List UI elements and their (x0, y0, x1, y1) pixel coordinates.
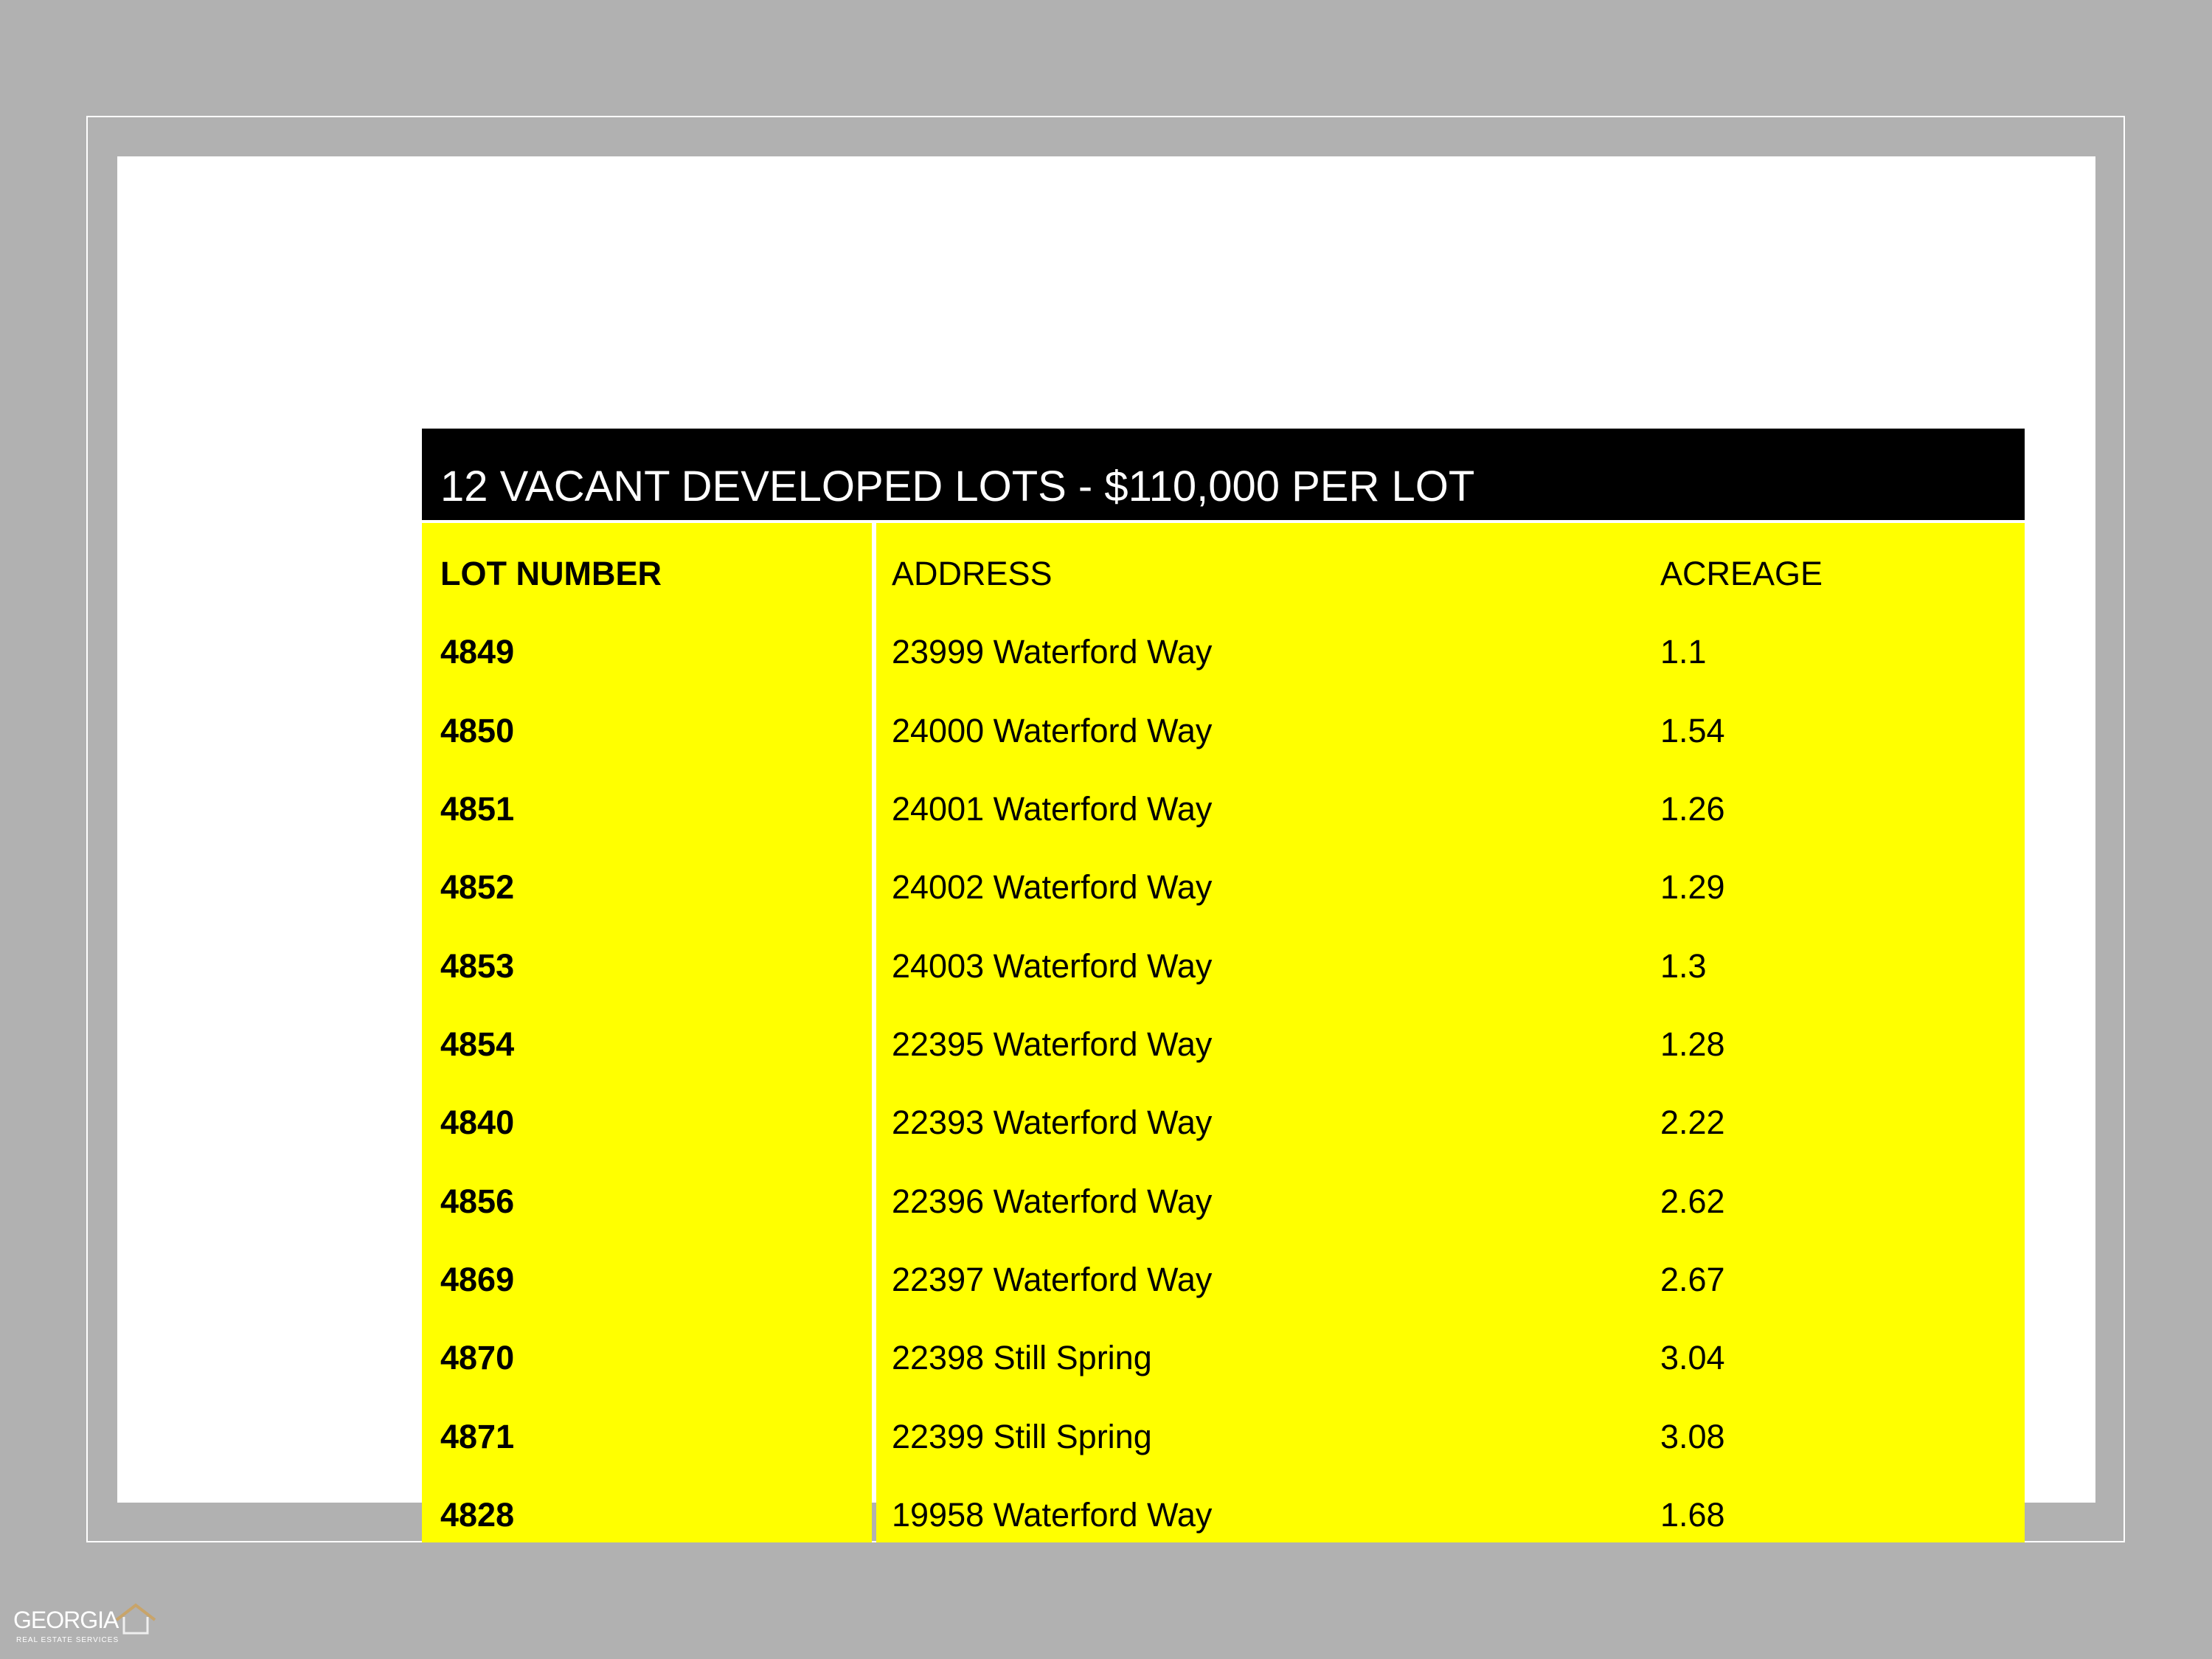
table-row-acreage: 2.62 (1660, 1182, 1725, 1220)
table-row-address: 24003 Waterford Way (892, 947, 1213, 985)
table-row-lot: 4828 (440, 1496, 515, 1534)
georgia-mls-logo (13, 1601, 161, 1652)
header-lot-number: LOT NUMBER (440, 555, 662, 592)
table-row-lot: 4852 (440, 868, 515, 906)
table-row-acreage: 1.28 (1660, 1025, 1725, 1063)
table-row-lot: 4851 (440, 790, 515, 828)
logo-wordmark: GEORGIA (13, 1607, 119, 1633)
house-icon (114, 1601, 165, 1636)
lots-table (422, 429, 2025, 1542)
table-title: 12 VACANT DEVELOPED LOTS - $110,000 PER LOT (422, 429, 2025, 520)
logo-tagline: REAL ESTATE SERVICES (16, 1636, 119, 1644)
table-row-acreage: 1.26 (1660, 790, 1725, 828)
table-row-acreage: 1.68 (1660, 1496, 1725, 1534)
address-acreage-column (876, 523, 2025, 1542)
table-row-address: 22397 Waterford Way (892, 1261, 1213, 1298)
table-row-acreage: 1.1 (1660, 633, 1707, 671)
table-row-address: 22399 Still Spring (892, 1418, 1152, 1455)
table-row-acreage: 2.22 (1660, 1104, 1725, 1141)
table-row-lot: 4853 (440, 947, 515, 985)
table-row-acreage: 1.3 (1660, 947, 1707, 985)
table-row-address: 22395 Waterford Way (892, 1025, 1213, 1063)
table-row-address: 24001 Waterford Way (892, 790, 1213, 828)
table-row-address: 19958 Waterford Way (892, 1496, 1213, 1534)
table-row-lot: 4870 (440, 1339, 515, 1376)
table-row-acreage: 3.08 (1660, 1418, 1725, 1455)
table-row-lot: 4850 (440, 712, 515, 749)
table-row-acreage: 3.04 (1660, 1339, 1725, 1376)
table-row-address: 24000 Waterford Way (892, 712, 1213, 749)
lot-number-column (422, 523, 872, 1542)
table-row-lot: 4871 (440, 1418, 515, 1455)
table-row-address: 22398 Still Spring (892, 1339, 1152, 1376)
table-row-address: 23999 Waterford Way (892, 633, 1213, 671)
table-row-address: 22393 Waterford Way (892, 1104, 1213, 1141)
header-address: ADDRESS (892, 555, 1053, 592)
table-row-acreage: 1.54 (1660, 712, 1725, 749)
table-row-lot: 4849 (440, 633, 515, 671)
table-row-lot: 4856 (440, 1182, 515, 1220)
table-row-lot: 4840 (440, 1104, 515, 1141)
table-row-lot: 4869 (440, 1261, 515, 1298)
header-acreage: ACREAGE (1660, 555, 1823, 592)
table-row-lot: 4854 (440, 1025, 515, 1063)
table-row-acreage: 2.67 (1660, 1261, 1725, 1298)
table-row-address: 24002 Waterford Way (892, 868, 1213, 906)
document-page (117, 156, 2095, 1534)
table-row-address: 22396 Waterford Way (892, 1182, 1213, 1220)
table-row-acreage: 1.29 (1660, 868, 1725, 906)
